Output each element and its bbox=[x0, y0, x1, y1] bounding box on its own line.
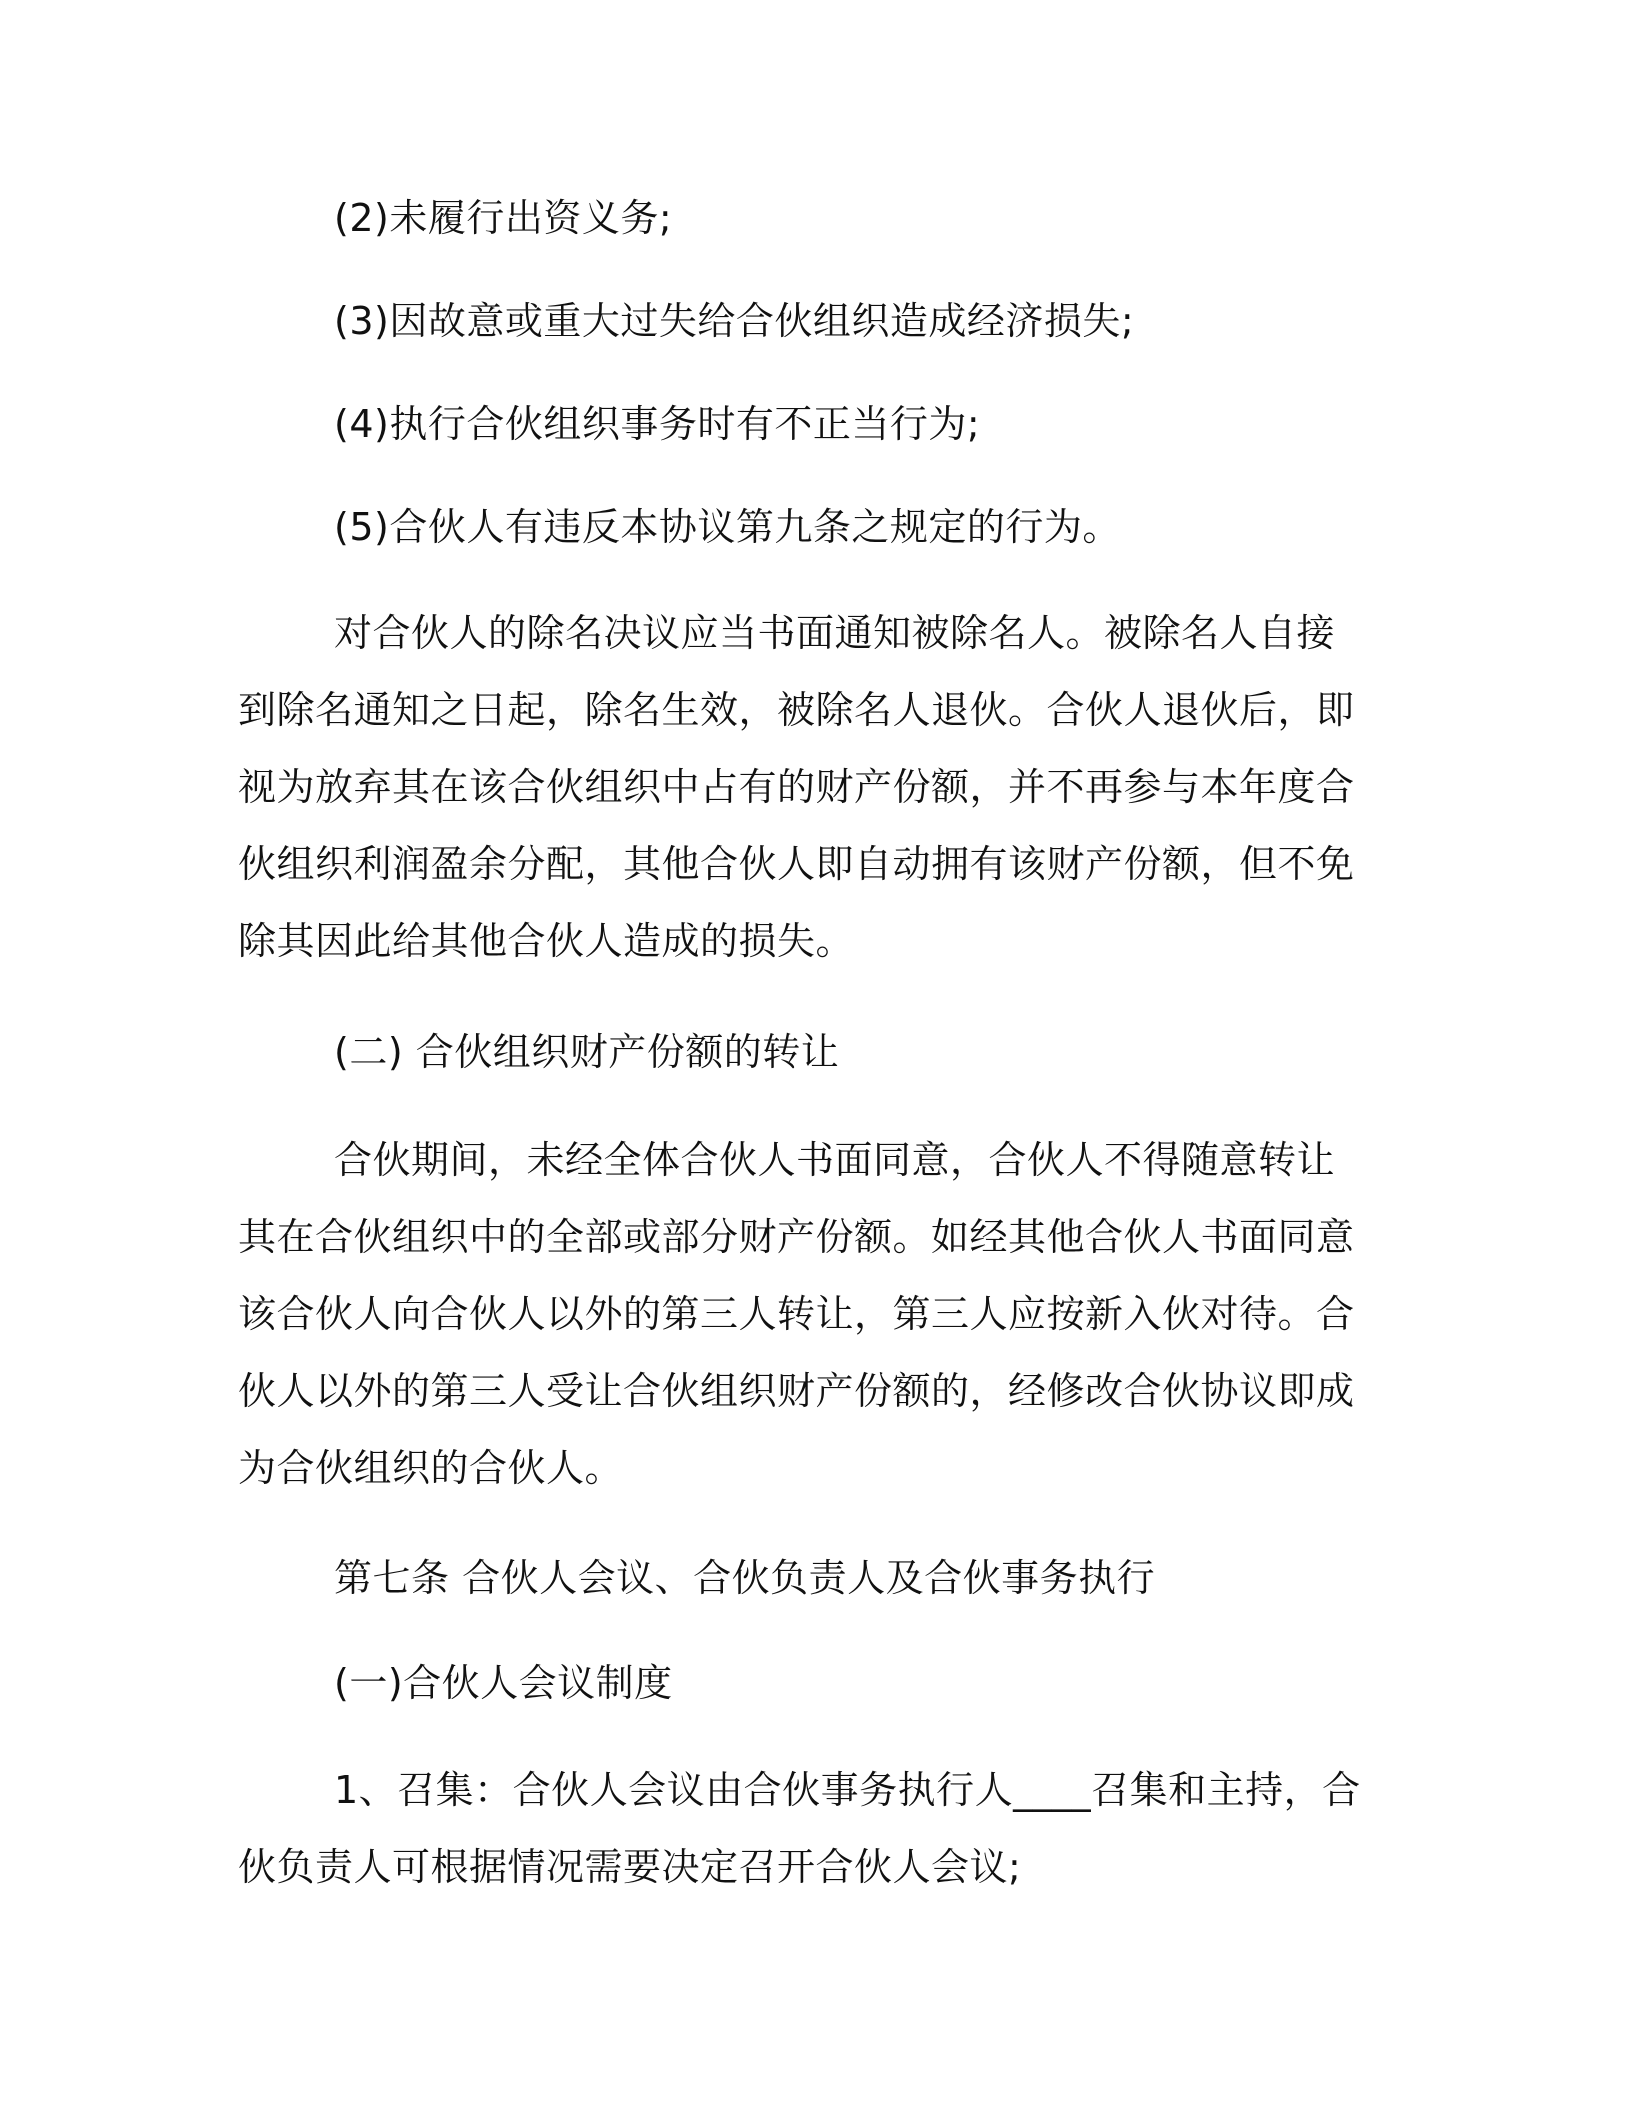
convene-paragraph: 1、召集：合伙人会议由合伙事务执行人____召集和主持，合伙负责人可根据情况需要决定召开合伙人会议; bbox=[238, 1768, 1361, 1889]
list-item-4: (4)执行合伙组织事务时有不正当行为; bbox=[334, 402, 981, 446]
list-item-5: (5)合伙人有违反本协议第九条之规定的行为。 bbox=[334, 505, 1121, 549]
transfer-paragraph: 合伙期间，未经全体合伙人书面同意，合伙人不得随意转让其在合伙组织中的全部或部分财产份额。如经其他合伙人书面同意该合伙人向合伙人以外的第三人转让，第三人应按新入伙对待。合伙人以外的第三人受让合伙组织财产份额的，经修改合伙协议即成为合伙组织的合伙人。 bbox=[238, 1138, 1355, 1490]
list-item-2: (2)未履行出资义务; bbox=[334, 196, 673, 240]
section-two-heading: (二) 合伙组织财产份额的转让 bbox=[334, 1030, 840, 1074]
list-item-3: (3)因故意或重大过失给合伙组织造成经济损失; bbox=[334, 299, 1135, 343]
subsection-one-heading: (一)合伙人会议制度 bbox=[334, 1661, 673, 1705]
expulsion-paragraph: 对合伙人的除名决议应当书面通知被除名人。被除名人自接到除名通知之日起，除名生效，被除名人退伙。合伙人退伙后，即视为放弃其在该合伙组织中占有的财产份额，并不再参与本年度合伙组织利润盈余分配，其他合伙人即自动拥有该财产份额，但不免除其因此给其他合伙人造成的损失。 bbox=[238, 611, 1355, 963]
article-seven-heading: 第七条 合伙人会议、合伙负责人及合伙事务执行 bbox=[334, 1556, 1156, 1600]
